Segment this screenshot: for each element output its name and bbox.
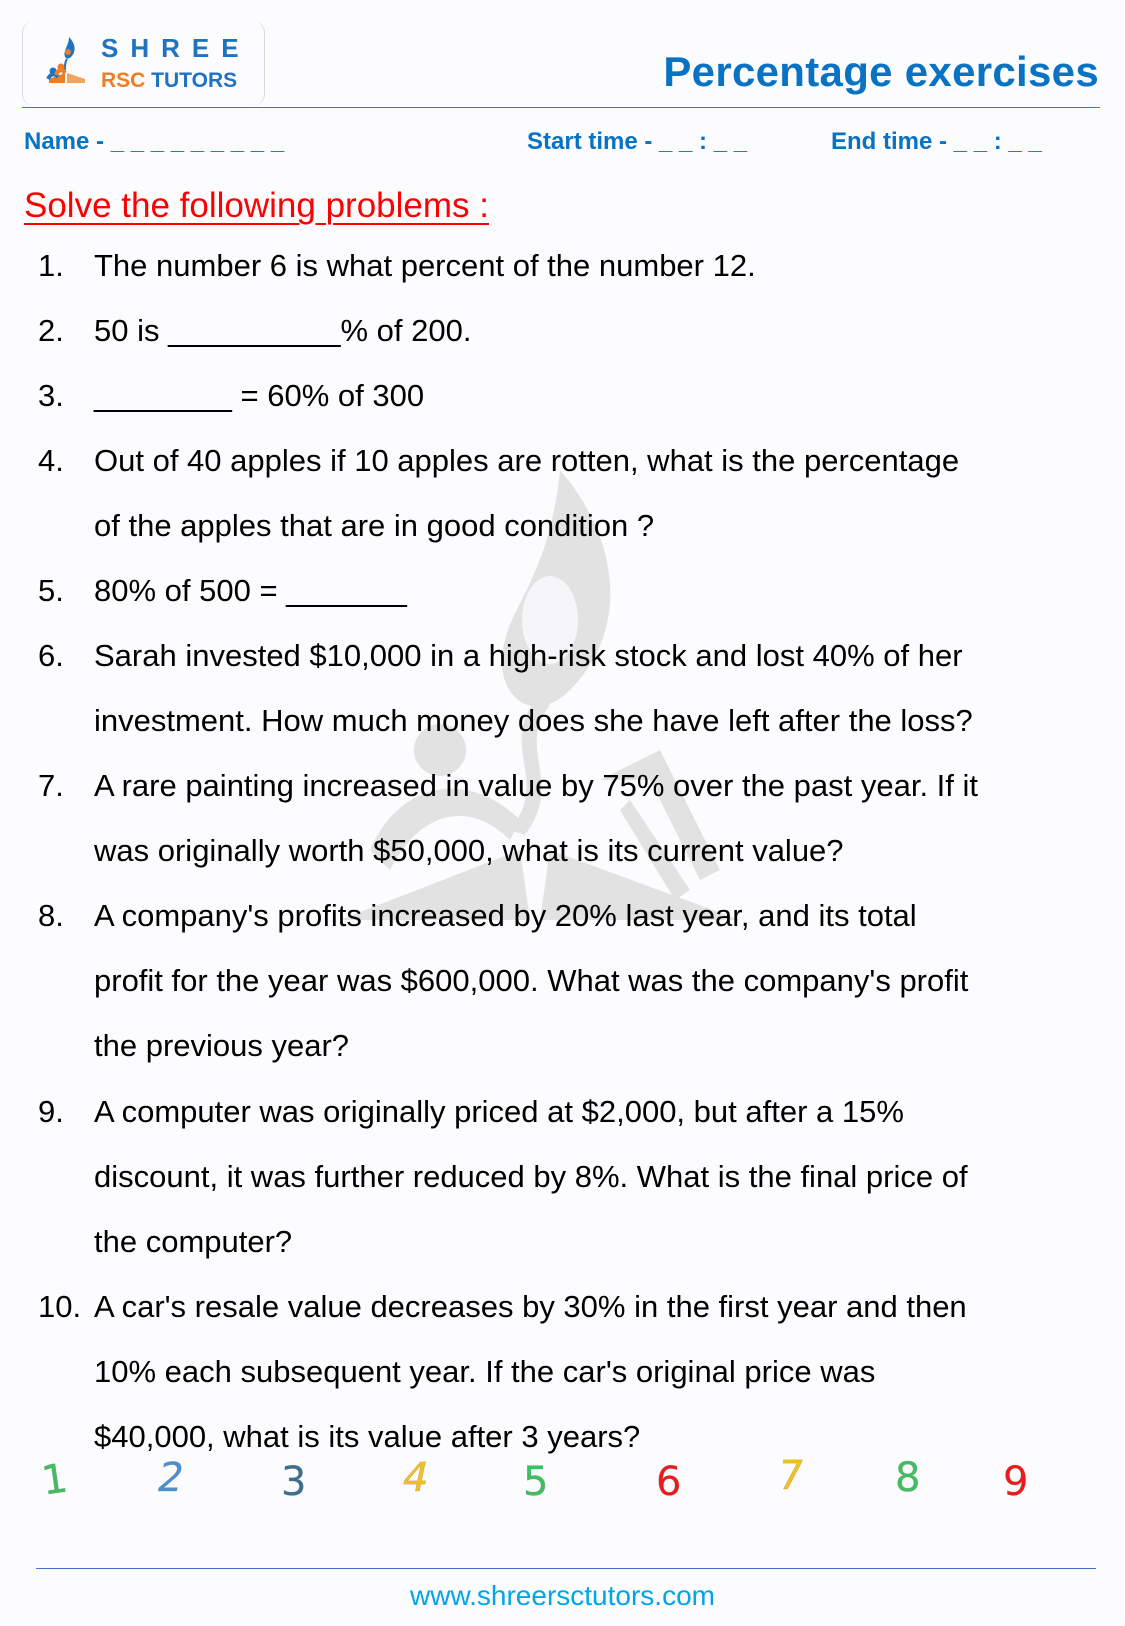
problem-text: discount, it was further reduced by 8%. What is the final price of [94, 1159, 968, 1194]
problem-number: 8. [38, 898, 64, 933]
problem-text: A computer was originally priced at $2,000, but after a 15% [94, 1094, 904, 1129]
digit-8: 8 [895, 1455, 921, 1501]
problem-text: A company's profits increased by 20% last year, and its total [94, 898, 917, 933]
problem-text: the computer? [94, 1224, 293, 1259]
problem-text: was originally worth $50,000, what is its current value? [94, 833, 844, 868]
problem-text: 10% each subsequent year. If the car's original price was [94, 1354, 876, 1389]
problem-text: the previous year? [94, 1028, 350, 1063]
decorative-digits [0, 1455, 1125, 1515]
problem-number: 6. [38, 638, 64, 673]
digit-3: 3 [281, 1459, 307, 1505]
instructions-heading: Solve the following problems : [24, 186, 489, 225]
problem-number: 10. [38, 1289, 82, 1324]
problem-text: ________ = 60% of 300 [94, 378, 425, 413]
problem-number: 4. [38, 443, 64, 478]
problem-text: investment. How much money does she have left after the loss? [94, 703, 973, 738]
digit-4: 4 [398, 1455, 434, 1501]
problem-text: $40,000, what is its value after 3 years? [94, 1419, 641, 1454]
problem-number: 7. [38, 768, 64, 803]
digit-2: 2 [153, 1455, 189, 1501]
problem-number: 1. [38, 248, 64, 283]
end-time-field: End time - _ _ : _ _ [831, 128, 1042, 155]
header-divider [22, 107, 1100, 108]
logo [22, 21, 265, 106]
digit-5: 5 [523, 1459, 549, 1505]
problem-number: 5. [38, 573, 64, 608]
problem-number: 2. [38, 313, 64, 348]
problem-text: The number 6 is what percent of the number 12. [94, 248, 756, 283]
digit-7: 7 [774, 1453, 807, 1499]
problem-text: profit for the year was $600,000. What was the company's profit [94, 963, 969, 998]
footer-url[interactable]: www.shreersctutors.com [410, 1580, 715, 1611]
start-time-field: Start time - _ _ : _ _ [527, 128, 748, 155]
book-flame-logo-icon [45, 35, 89, 85]
problem-text: A car's resale value decreases by 30% in the first year and then [94, 1289, 967, 1324]
problem-text: A rare painting increased in value by 75% over the past year. If it [94, 768, 979, 803]
digit-9: 9 [1003, 1459, 1029, 1505]
logo-rsc-part: RSC [101, 69, 146, 92]
logo-shree-text: SHREE [101, 33, 251, 63]
page-title: Percentage exercises [663, 48, 1099, 95]
problem-text: 80% of 500 = _______ [94, 573, 407, 608]
problem-number: 3. [38, 378, 64, 413]
problem-text: Out of 40 apples if 10 apples are rotten, what is the percentage [94, 443, 960, 478]
problem-text: Sarah invested $10,000 in a high-risk stock and lost 40% of her [94, 638, 963, 673]
logo-tutors-part: TUTORS [145, 69, 238, 92]
digit-1: 1 [38, 1455, 71, 1505]
logo-rsc-tutors-text [101, 69, 237, 93]
problem-text: of the apples that are in good condition ? [94, 508, 655, 543]
problem-text: 50 is __________% of 200. [94, 313, 472, 348]
name-field: Name - _ _ _ _ _ _ _ _ _ [24, 128, 285, 155]
digit-6: 6 [656, 1459, 682, 1505]
problem-number: 9. [38, 1094, 64, 1129]
footer-divider [36, 1568, 1096, 1569]
